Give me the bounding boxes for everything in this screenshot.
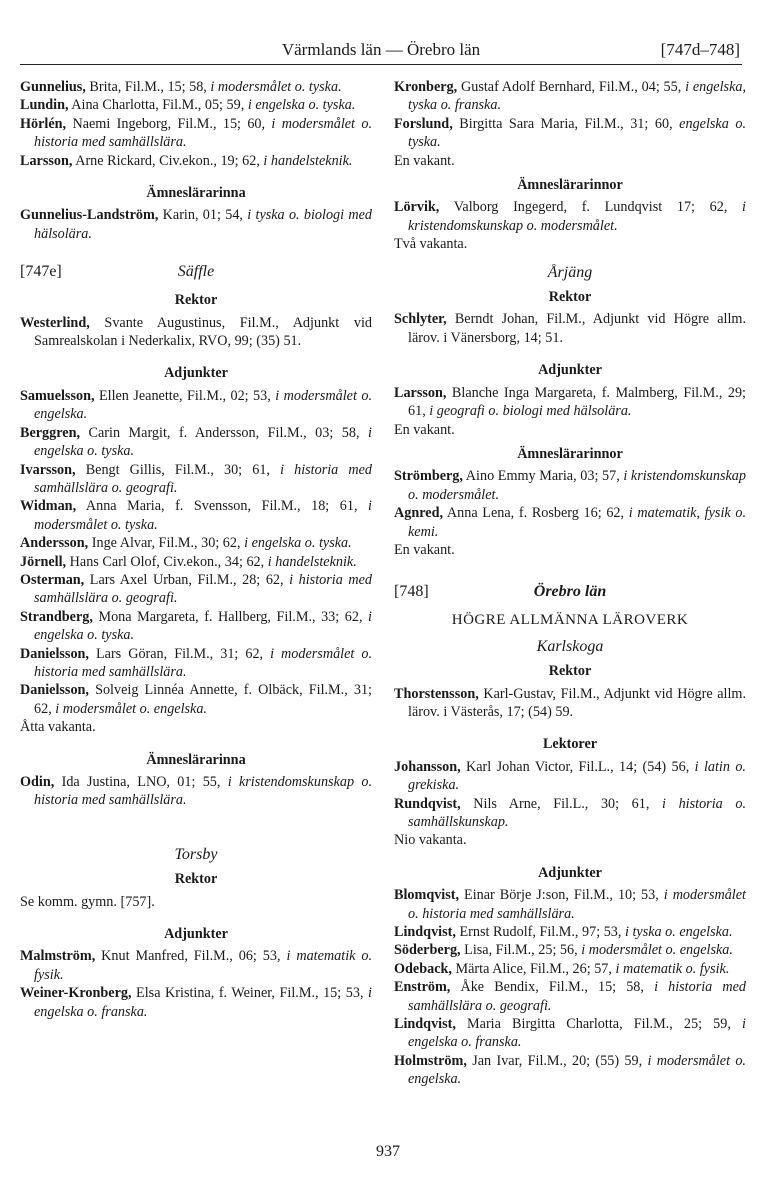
- right-column: [394, 78, 746, 1089]
- role-heading: Adjunkter: [538, 362, 602, 379]
- vacancy-note: Nio vakanta.: [394, 832, 467, 849]
- entry: Schlyter, Berndt Johan, Fil.M., Adjunkt vid Högre allm. lärov. i Vänersborg, 14; 51.: [394, 311, 746, 346]
- entry: Westerlind, Svante Augustinus, Fil.M., Adjunkt vid Samrealskolan i Nederkalix, RVO, 99; (35) 51.: [20, 314, 372, 350]
- entry: Lörvik, Valborg Ingegerd, f. Lundqvist 17; 62, i kristendomskunskap o. modersmålet.: [394, 199, 746, 234]
- entry: Gunnelius-Landström, Karin, 01; 54, i tyska o. biologi med hälsolära.: [20, 207, 372, 242]
- entry: Blomqvist, Einar Börje J:son, Fil.M., 10; 53, i modersmålet o. historia med samhällslära.: [394, 887, 746, 922]
- school-type-heading: HÖGRE ALLMÄNNA LÄROVERK: [451, 612, 689, 629]
- place-name: Säffle: [177, 263, 215, 281]
- role-heading: Adjunkter: [164, 926, 228, 943]
- role-heading: Ämneslärarinnor: [517, 177, 623, 194]
- entry: Lindqvist, Ernst Rudolf, Fil.M., 97; 53, i tyska o. engelska.: [394, 924, 733, 941]
- entry: Lindqvist, Maria Birgitta Charlotta, Fil.M., 25; 59, i engelska o. franska.: [394, 1016, 746, 1051]
- entry: Andersson, Inge Alvar, Fil.M., 30; 62, i engelska o. tyska.: [20, 535, 352, 552]
- entry: Larsson, Blanche Inga Margareta, f. Malmberg, Fil.M., 29; 61, i geografi o. biologi med hälsolära.: [394, 384, 746, 420]
- entry: Thorstensson, Karl-Gustav, Fil.M., Adjunkt vid Högre allm. lärov. i Västerås, 17; (54) 59.: [394, 685, 746, 720]
- entry: Strandberg, Mona Margareta, f. Hallberg, Fil.M., 33; 62, i engelska o. tyska.: [20, 608, 372, 644]
- entry: Widman, Anna Maria, f. Svensson, Fil.M., 18; 61, i modersmålet o. tyska.: [20, 498, 372, 533]
- entry: Rundqvist, Nils Arne, Fil.L., 30; 61, i historia o. samhällskunskap.: [394, 795, 746, 830]
- entry: Agnred, Anna Lena, f. Rosberg 16; 62, i matematik, fysik o. kemi.: [394, 505, 746, 540]
- place-name: Karlskoga: [536, 637, 604, 655]
- role-heading: Ämneslärarinnor: [517, 445, 623, 462]
- role-heading: Rektor: [174, 871, 218, 888]
- role-heading: Adjunkter: [538, 864, 602, 881]
- vacancy-note: Två vakanta.: [394, 236, 468, 253]
- entry: Ivarsson, Bengt Gillis, Fil.M., 30; 61, i historia med samhällslära o. geografi.: [20, 461, 372, 496]
- section-heading: [394, 583, 746, 605]
- header-title: Värmlands län — Örebro län: [281, 40, 481, 59]
- role-heading: Rektor: [548, 289, 592, 306]
- role-heading: Ämneslärarinna: [146, 751, 246, 768]
- role-heading: Adjunkter: [164, 365, 228, 382]
- role-heading: Rektor: [548, 663, 592, 680]
- running-header: [20, 38, 742, 65]
- entry: Weiner-Kronberg, Elsa Kristina, f. Weiner, Fil.M., 15; 53, i engelska o. franska.: [20, 985, 372, 1020]
- entry: Hörlén, Naemi Ingeborg, Fil.M., 15; 60, i modersmålet o. historia med samhällslära.: [20, 115, 372, 151]
- left-column: [20, 78, 372, 1021]
- entry: Odeback, Märta Alice, Fil.M., 26; 57, i matematik o. fysik.: [394, 960, 730, 977]
- section-code: [748]: [394, 583, 429, 601]
- entry: Samuelsson, Ellen Jeanette, Fil.M., 02; 53, i modersmålet o. engelska.: [20, 387, 372, 423]
- entry: Strömberg, Aino Emmy Maria, 03; 57, i kristendomskunskap o. modersmålet.: [394, 468, 746, 503]
- entry: Berggren, Carin Margit, f. Andersson, Fil.M., 03; 58, i engelska o. tyska.: [20, 424, 372, 460]
- place-name: Årjäng: [547, 263, 593, 281]
- entry: Lundin, Aina Charlotta, Fil.M., 05; 59, i engelska o. tyska.: [20, 97, 356, 114]
- vacancy-note: Åtta vakanta.: [20, 719, 96, 736]
- vacancy-note: En vakant.: [394, 152, 455, 169]
- entry: Kronberg, Gustaf Adolf Bernhard, Fil.M., 04; 55, i engelska, tyska o. franska.: [394, 79, 747, 114]
- entry: Osterman, Lars Axel Urban, Fil.M., 28; 62, i historia med samhällslära o. geografi.: [20, 571, 372, 607]
- page-number: 937: [376, 1143, 400, 1160]
- header-section-range: [747d–748]: [660, 40, 740, 59]
- section-heading: [20, 263, 372, 285]
- vacancy-note: En vakant.: [394, 421, 455, 438]
- role-heading: Rektor: [174, 292, 218, 309]
- county-name: Örebro län: [533, 583, 607, 601]
- entry: Söderberg, Lisa, Fil.M., 25; 56, i modersmålet o. engelska.: [394, 942, 733, 959]
- entry: Johansson, Karl Johan Victor, Fil.L., 14; (54) 56, i latin o. grekiska.: [394, 758, 746, 794]
- entry: Forslund, Birgitta Sara Maria, Fil.M., 31; 60, engelska o. tyska.: [394, 115, 746, 151]
- entry: Danielsson, Lars Göran, Fil.M., 31; 62, i modersmålet o. historia med samhällslära.: [20, 645, 372, 680]
- entry: Holmström, Jan Ivar, Fil.M., 20; (55) 59, i modersmålet o. engelska.: [394, 1052, 746, 1088]
- entry: Larsson, Arne Rickard, Civ.ekon., 19; 62, i handelsteknik.: [20, 152, 353, 169]
- role-heading: Lektorer: [542, 736, 598, 753]
- entry: Danielsson, Solveig Linnéa Annette, f. Olbäck, Fil.M., 31; 62, i modersmålet o. engelska.: [20, 682, 372, 717]
- reference-note: Se komm. gymn. [757].: [20, 893, 155, 910]
- entry: Jörnell, Hans Carl Olof, Civ.ekon., 34; 62, i handelsteknik.: [20, 553, 357, 570]
- place-name: Torsby: [174, 845, 218, 863]
- entry: Odin, Ida Justina, LNO, 01; 55, i kristendomskunskap o. historia med samhällslära.: [20, 774, 372, 809]
- entry: Malmström, Knut Manfred, Fil.M., 06; 53, i matematik o. fysik.: [20, 948, 372, 983]
- vacancy-note: En vakant.: [394, 541, 455, 558]
- section-code: [747e]: [20, 263, 62, 281]
- entry: Enström, Åke Bendix, Fil.M., 15; 58, i historia med samhällslära o. geografi.: [394, 979, 747, 1014]
- entry: Gunnelius, Brita, Fil.M., 15; 58, i modersmålet o. tyska.: [20, 79, 342, 95]
- role-heading: Ämneslärarinna: [146, 185, 246, 202]
